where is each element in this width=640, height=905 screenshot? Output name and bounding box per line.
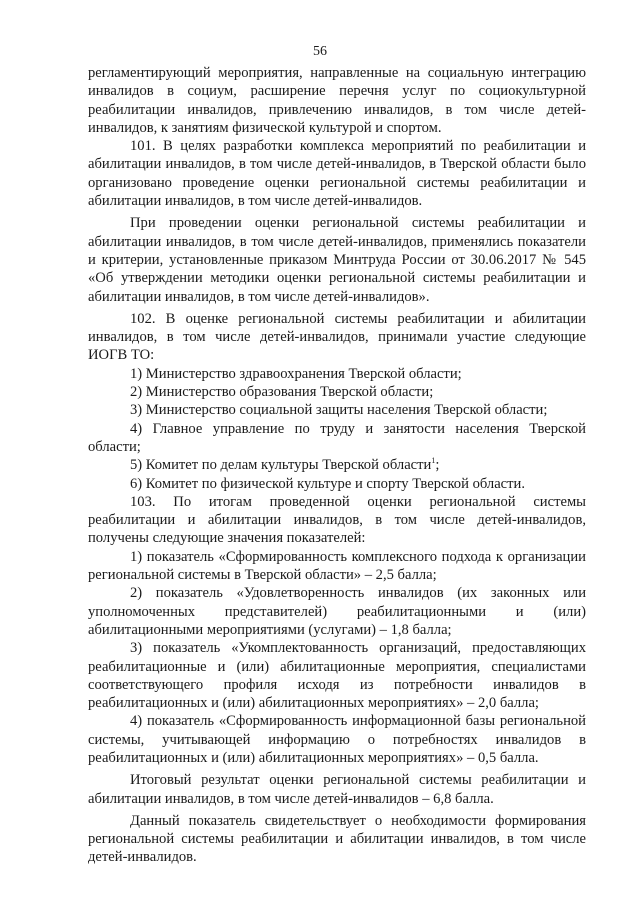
list-item: 3) показатель «Укомплектованность организаций, предоставляющих реабилитационные и (или) абилитационные мероприятия, специалистами соответствующего профиля исходя из потребности инвалидов в реабилитационных и (или) абилитационных мероприятиях» – 2,0 балла; [88, 640, 586, 712]
paragraph: регламентирующий мероприятия, направленные на социальную интеграцию инвалидов в социум, расширение перечня услуг по социокультурной реабилитации инвалидов, привлечению инвалидов, в том числе детей-инвалидов, к занятиям физической культурой и спортом. [88, 65, 586, 136]
list-item-text: 5) Комитет по делам культуры Тверской области [130, 457, 432, 474]
list-item [88, 456, 586, 474]
list-item: 1) показатель «Сформированность комплексного подхода к организации региональной системы в Тверской области» – 2,5 балла; [88, 548, 586, 584]
document-body [88, 64, 586, 867]
footnote-marker: 1 [431, 456, 436, 466]
list-item: 4) показатель «Сформированность информационной базы региональной системы, учитывающей информацию о потребностях инвалидов в реабилитационных и (или) абилитационных мероприятиях» – 0,5 балла. [88, 713, 586, 766]
list-item: 3) Министерство социальной защиты населения Тверской области; [130, 402, 548, 419]
paragraph: 103. По итогам проведенной оценки региональной системы реабилитации и абилитации инвалидов, в том числе детей-инвалидов, получены следующие значения показателей: [88, 493, 586, 547]
paragraph: Итоговый результат оценки региональной системы реабилитации и абилитации инвалидов, в том числе детей-инвалидов – 6,8 балла. [88, 772, 586, 807]
paragraph: 101. В целях разработки комплекса мероприятий по реабилитации и абилитации инвалидов, в том числе детей-инвалидов, в Тверской области было организовано проведение оценки региональной системы реабилитации и абилитации инвалидов, в том числе детей-инвалидов. [88, 138, 586, 210]
paragraph: 102. В оценке региональной системы реабилитации и абилитации инвалидов, в том числе детей-инвалидов, принимали участие следующие ИОГВ ТО: [88, 310, 586, 364]
list-item: 4) Главное управление по труду и занятости населения Тверской области; [88, 420, 586, 455]
paragraph: Данный показатель свидетельствует о необходимости формирования региональной системы реабилитации и абилитации инвалидов, в том числе детей-инвалидов. [88, 812, 586, 866]
list-item: 1) Министерство здравоохранения Тверской области; [130, 365, 462, 382]
list-item: 2) Министерство образования Тверской области; [130, 384, 434, 401]
paragraph: При проведении оценки региональной системы реабилитации и абилитации инвалидов, в том числе детей-инвалидов, применялись показатели и критерии, установленные приказом Минтруда России от 30.06.2017 № 545 «Об утверждении методики оценки региональной системы реабилитации и абилитации инвалидов, в том числе детей-инвалидов». [88, 215, 586, 305]
page-number: 56 [313, 44, 327, 59]
list-item-tail: ; [435, 457, 440, 474]
list-item: 6) Комитет по физической культуре и спорту Тверской области. [130, 475, 525, 492]
list-item: 2) показатель «Удовлетворенность инвалидов (их законных или уполномоченных представителей) реабилитационными и (или) абилитационными мероприятиями (услугами) – 1,8 балла; [88, 585, 586, 638]
